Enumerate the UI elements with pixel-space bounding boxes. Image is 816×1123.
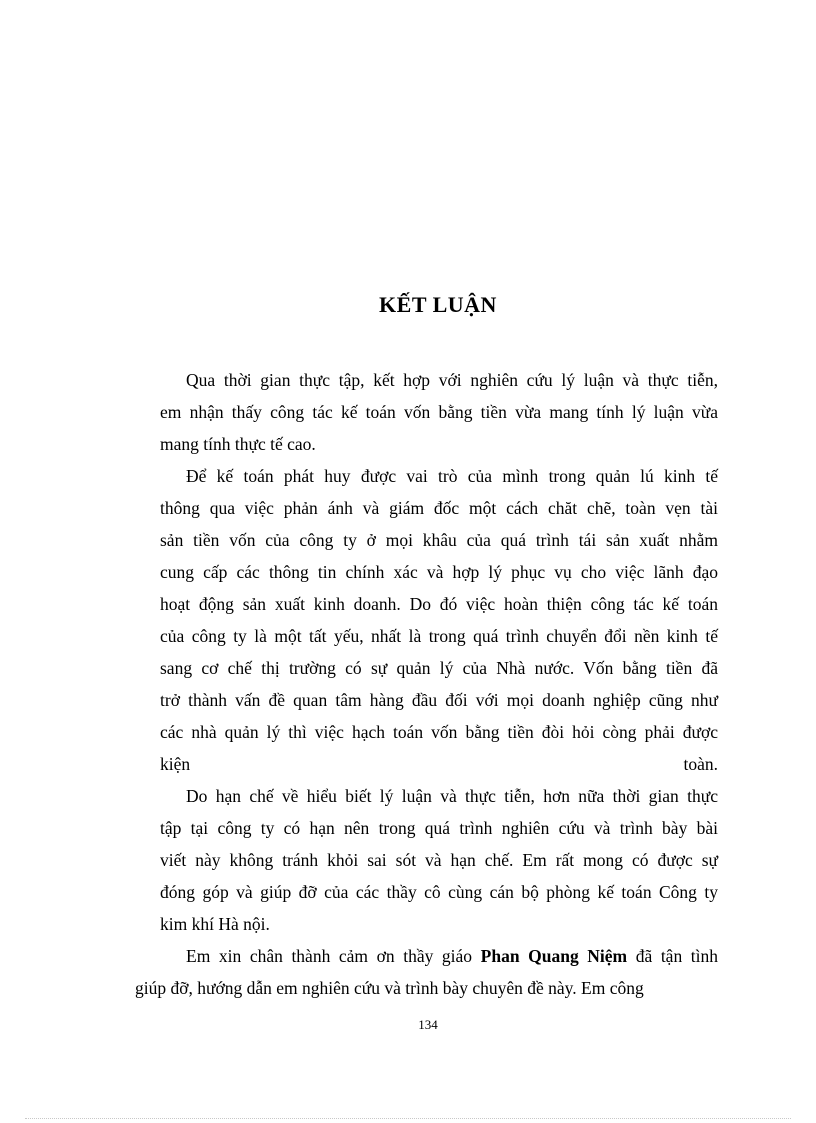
paragraph-2-line-4: cung cấp các thông tin chính xác và hợp lý phục vụ cho việc lãnh đạo: [160, 562, 718, 582]
paragraph-1-line-2: em nhận thấy công tác kế toán vốn bằng tiền vừa mang tính lý luận vừa: [160, 402, 718, 422]
page-number: 134: [418, 1017, 438, 1032]
paragraph-1-line-1: Qua thời gian thực tập, kết hợp với nghiên cứu lý luận và thực tiễn,: [186, 370, 718, 390]
paragraph-4-line-2: giúp đỡ, hướng dẫn em nghiên cứu và trình bày chuyên đề này. Em công: [135, 978, 644, 998]
paragraph-2-line-1: Để kế toán phát huy được vai trò của mình trong quản lú kinh tế: [186, 466, 718, 486]
footer-divider: [25, 1118, 791, 1119]
advisor-name: Phan Quang Niệm: [480, 946, 628, 966]
paragraph-3-line-4: đóng góp và giúp đỡ của các thầy cô cùng cán bộ phòng kế toán Công ty: [160, 882, 718, 902]
paragraph-2-line-10: kiện toàn.: [160, 754, 718, 774]
body-text: [135, 364, 719, 1004]
paragraph-3-line-2: tập tại công ty có hạn nên trong quá trình nghiên cứu và trình bày bài: [160, 818, 718, 838]
paragraph-2-line-5: hoạt động sản xuất kinh doanh. Do đó việc hoàn thiện công tác kế toán: [160, 594, 718, 614]
page-title: KẾT LUẬN: [379, 292, 497, 317]
paragraph-4-text-before: Em xin chân thành cảm ơn thầy giáo: [186, 946, 481, 966]
paragraph-2-line-9: các nhà quản lý thì việc hạch toán vốn bằng tiền đòi hỏi còng phải được: [160, 722, 718, 742]
paragraph-2-line-8: trở thành vấn đề quan tâm hàng đầu đối với mọi doanh nghiệp cũng như: [160, 690, 718, 710]
paragraph-4-text-after: đã tận tình: [627, 946, 719, 966]
paragraph-2-line-2: thông qua việc phản ánh và giám đốc một cách chăt chẽ, toàn vẹn tài: [160, 498, 718, 518]
paragraph-3-line-3: viết này không tránh khỏi sai sót và hạn chế. Em rất mong có được sự: [160, 850, 718, 870]
paragraph-2-line-3: sản tiền vốn của công ty ở mọi khâu của quá trình tái sản xuất nhằm: [160, 530, 718, 550]
paragraph-3-line-5: kim khí Hà nội.: [160, 914, 270, 934]
paragraph-1-line-3: mang tính thực tế cao.: [160, 434, 316, 454]
paragraph-2-line-7: sang cơ chế thị trường có sự quản lý của Nhà nước. Vốn bằng tiền đã: [160, 658, 718, 678]
paragraph-3-line-1: Do hạn chế về hiểu biết lý luận và thực tiễn, hơn nữa thời gian thực: [186, 786, 718, 806]
paragraph-4-line-1: [160, 940, 718, 972]
paragraph-2-line-6: của công ty là một tất yếu, nhất là trong quá trình chuyển đổi nền kinh tế: [160, 626, 718, 646]
